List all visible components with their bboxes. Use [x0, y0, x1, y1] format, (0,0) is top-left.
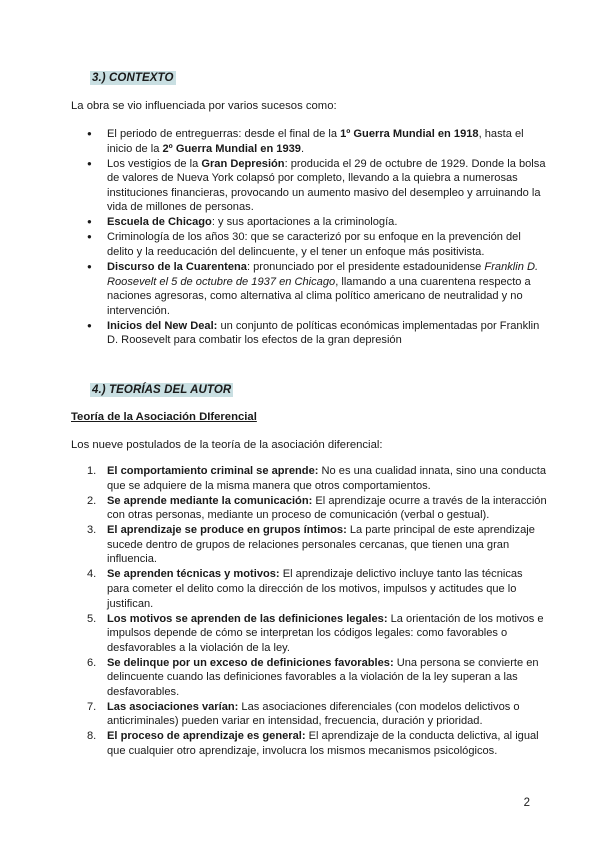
- postulate-text: Una persona se convierte en delincuente cuando las definiciones favorables a la violación de la ley superan a las desfavorables.: [107, 656, 539, 698]
- postulate-number: 8.: [87, 730, 97, 743]
- text-run: , llamando a una cuarentena respecto a naciones agresoras, como alternativa al clima político americano de neutralidad y no intervención.: [107, 275, 531, 317]
- text-run: El periodo de entreguerras: desde el final de la: [107, 128, 341, 140]
- postulate-item: [87, 612, 547, 656]
- text-run: : pronunciado por el presidente estadounidense: [246, 260, 485, 273]
- context-bullet-item: [107, 319, 547, 348]
- postulate-title: El aprendizaje se produce en grupos íntimos:: [107, 524, 347, 537]
- bold-text: Escuela de Chicago: [107, 216, 212, 229]
- postulate-text: No es una cualidad innata, sino una conducta que se adquiere de la misma manera que otros comportamientos.: [107, 465, 547, 492]
- postulate-title: El proceso de aprendizaje es general:: [107, 730, 306, 743]
- postulate-title: El comportamiento criminal se aprende:: [107, 465, 319, 477]
- bold-text: 1º Guerra Mundial en 1918: [340, 128, 479, 140]
- postulates-list: [87, 464, 547, 759]
- italic-text: Franklin D. Roosevelt el 5 de octubre de 1937 en Chicago: [107, 260, 539, 288]
- postulate-number: 2.: [87, 494, 97, 507]
- bold-text: 2º Guerra Mundial en 1939: [162, 142, 301, 155]
- context-bullet-item: [107, 230, 547, 259]
- context-bullet-list: [107, 127, 547, 348]
- section-intro: La obra se vio influenciada por varios sucesos como:: [71, 100, 337, 112]
- postulate-item: [87, 494, 547, 523]
- text-run: : y sus aportaciones a la criminología.: [211, 216, 398, 229]
- postulate-number: 3.: [87, 524, 97, 537]
- text-run: Los vestigios de la: [107, 157, 202, 170]
- context-bullet-item: [107, 260, 547, 318]
- postulates-intro: Los nueve postulados de la teoría de la asociación diferencial:: [71, 439, 383, 451]
- postulate-text: El aprendizaje ocurre a través de la interacción con otras personas, mediante un proceso de comunicación (verbal o gestual).: [107, 494, 547, 522]
- postulate-text: La parte principal de este aprendizaje sucede dentro de grupos de relaciones personales cercanas, que tienen una gran influencia.: [107, 524, 535, 566]
- postulate-number: 7.: [87, 700, 97, 713]
- postulate-number: 6.: [87, 656, 97, 669]
- postulate-item: [87, 523, 547, 567]
- postulate-title: Se aprende mediante la comunicación:: [107, 494, 313, 507]
- postulate-title: Se delinque por un exceso de definiciones favorables:: [107, 656, 394, 669]
- bold-text: Discurso de la Cuarentena: [107, 260, 247, 273]
- page-number: 2: [523, 797, 530, 809]
- postulate-text: El aprendizaje delictivo incluye tanto las técnicas para cometer el delito como la dirección de los motivos, impulsos y actitudes que lo justifican.: [107, 568, 523, 610]
- postulate-text: Las asociaciones diferenciales (con modelos delictivos o anticriminales) pueden variar en intensidad, frecuencia, duración y prioridad.: [107, 700, 520, 728]
- postulate-item: [87, 729, 547, 758]
- text-run: un conjunto de políticas económicas implementadas por Franklin D. Roosevelt para combatir los efectos de la gran depresión: [107, 319, 540, 347]
- text-run: , hasta el inicio de la: [107, 128, 524, 155]
- postulate-item: [87, 464, 547, 493]
- context-bullet-item: [107, 157, 547, 215]
- postulate-item: [87, 656, 547, 700]
- postulate-title: Los motivos se aprenden de las definiciones legales:: [107, 612, 388, 625]
- text-run: .: [300, 142, 305, 155]
- postulate-title: Se aprenden técnicas y motivos:: [107, 568, 280, 581]
- postulate-number: 4.: [87, 568, 97, 581]
- text-run: : producida el 29 de octubre de 1929. Donde la bolsa de valores de Nueva York colapsó por completo, llevando a la quiebra a numerosas instituciones financieras, provocando un aumento masivo del desempleo y arruinando la vida de millones de personas.: [107, 157, 546, 214]
- section-heading-teorias: 4.) TEORÍAS DEL AUTOR: [92, 384, 232, 396]
- postulate-text: El aprendizaje de la conducta delictiva, al igual que cualquier otro aprendizaje, involucra los mismos mecanismos psicológicos.: [107, 730, 539, 758]
- context-bullet-item: [107, 215, 547, 230]
- postulate-text: La orientación de los motivos e impulsos depende de cómo se interpretan los códigos legales: como favorables o desfavorables a la violación de la ley.: [107, 612, 544, 654]
- subsection-title: Teoría de la Asociación DIferencial: [71, 411, 257, 423]
- postulate-number: 5.: [87, 612, 97, 625]
- section-heading-contexto: 3.) CONTEXTO: [92, 72, 174, 84]
- postulate-number: 1.: [87, 465, 97, 477]
- bold-text: Gran Depresión: [201, 157, 285, 170]
- postulate-item: [87, 700, 547, 729]
- postulate-item: [87, 567, 547, 611]
- context-bullet-item: [107, 127, 547, 156]
- text-run: Criminología de los años 30: que se caracterizó por su enfoque en la prevención del delito y la reeducación del delincuente, y el tener un enfoque más positivista.: [107, 231, 521, 258]
- bold-text: Inicios del New Deal:: [107, 319, 218, 332]
- postulate-title: Las asociaciones varían:: [107, 700, 239, 713]
